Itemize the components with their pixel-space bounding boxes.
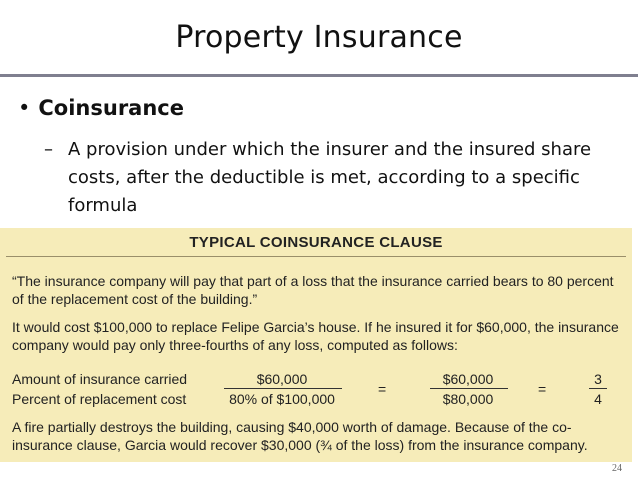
title-divider (0, 74, 638, 77)
clause-example-paragraph: It would cost $100,000 to replace Felipe Garcia’s house. If he insured it for $60,000, the insurance company would pay only three-fourths of any loss, computed as follows: (12, 319, 619, 353)
clause-title-divider (6, 256, 626, 257)
page-number: 24 (612, 463, 622, 474)
fraction2-denominator: $80,000 (442, 391, 494, 407)
clause-title: TYPICAL COINSURANCE CLAUSE (189, 234, 443, 251)
fraction2-bar (430, 388, 508, 389)
row-percent-label: Percent of replacement cost (12, 391, 187, 407)
clause-result-paragraph: A fire partially destroys the building, causing $40,000 worth of damage. Because of the co-insurance clause, Garcia would recover $30,000 (¾ of the loss) from the insurance company. (12, 419, 588, 453)
fraction1-numerator: $60,000 (256, 371, 308, 387)
fraction3-numerator: 3 (594, 371, 602, 387)
row-amount-label: Amount of insurance carried (12, 371, 188, 387)
coinsurance-clause-box (0, 228, 632, 462)
sub-bullet-text: A provision under which the insurer and the insured share costs, after the deductible is met, according to a specific formula (68, 139, 592, 216)
slide-title: Property Insurance (175, 20, 463, 55)
fraction3-denominator: 4 (594, 391, 602, 407)
fraction3-bar (589, 388, 607, 389)
bullet-coinsurance (18, 94, 184, 122)
fraction2-numerator: $60,000 (442, 371, 494, 387)
fraction1-denominator: 80% of $100,000 (229, 391, 335, 407)
fraction1-bar (224, 388, 342, 389)
bullet-icon: • (18, 96, 31, 120)
equals-sign-2: = (538, 381, 547, 397)
dash-marker: – (44, 139, 53, 160)
clause-quote: “The insurance company will pay that part of a loss that the insurance carried bears to 80 percent of the replacement cost of the building.” (12, 273, 614, 307)
equals-sign-1: = (378, 381, 387, 397)
bullet-label: Coinsurance (38, 96, 184, 120)
